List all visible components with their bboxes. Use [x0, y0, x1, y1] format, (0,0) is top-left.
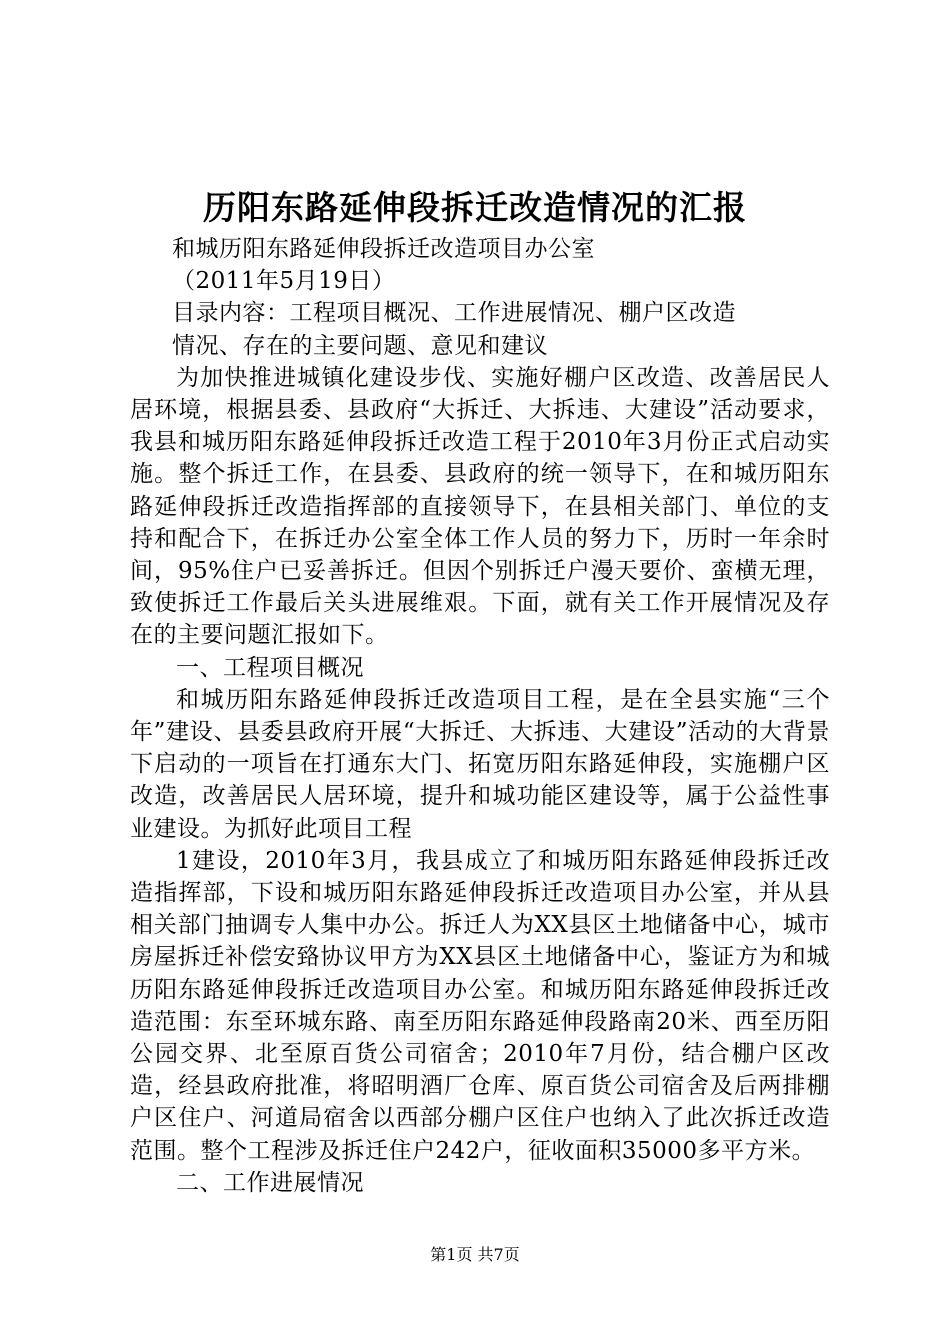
intro-paragraph: 为加快推进城镇化建设步伐、实施好棚户区改造、改善居民人居环境，根据县委、县政府“大拆迁、大拆违、大建设”活动要求，我县和城历阳东路延伸段拆迁改造工程于2010年3月份正式启动实施。整个拆迁工作，在县委、县政府的统一领导下，在和城历阳东路延伸段拆迁改造指挥部的直接领导下，在县相关部门、单位的支持和配合下，在拆迁办公室全体工作人员的努力下，历时一年余时间，95%住户已妥善拆迁。但因个别拆迁户漫天要价、蛮横无理，致使拆迁工作最后关头进展维艰。下面，就有关工作开展情况及存在的主要问题汇报如下。 [130, 364, 830, 649]
project-overview-paragraph: 和城历阳东路延伸段拆迁改造项目工程，是在全县实施“三个年”建设、县委县政府开展“大拆迁、大拆违、大建设”活动的大背景下启动的一项旨在打通东大门、拓宽历阳东路延伸段，实施棚户区改造，改善居民人居环境，提升和城功能区建设等，属于公益性事业建设。为抓好此项目工程 [130, 686, 830, 842]
document-title: 历阳东路延伸段拆迁改造情况的汇报 [203, 188, 747, 227]
section-heading-2: 二、工作进展情况 [176, 1169, 364, 1196]
contents-line-2: 情况、存在的主要问题、意见和建议 [172, 332, 548, 359]
section-heading-1: 一、工程项目概况 [176, 654, 364, 681]
construction-paragraph: 1建设，2010年3月，我县成立了和城历阳东路延伸段拆迁改造指挥部，下设和城历阳东路延伸段拆迁改造项目办公室，并从县相关部门抽调专人集中办公。拆迁人为XX县区土地储备中心，城市房屋拆迁补偿安臵协议甲方为XX县区土地储备中心，鉴证方为和城历阳东路延伸段拆迁改造项目办公室。和城历阳东路延伸段拆迁改造范围：东至环城东路、南至历阳东路延伸段路南20米、西至历阳公园交界、北至原百货公司宿舍；2010年7月份，结合棚户区改造，经县政府批准，将昭明酒厂仓库、原百货公司宿舍及后两排棚户区住户、河道局宿舍以西部分棚户区住户也纳入了此次拆迁改造范围。整个工程涉及拆迁住户242户，征收面积35000多平方米。 [130, 847, 830, 1164]
document-body [130, 233, 830, 1199]
date-line: （2011年5月19日） [172, 268, 396, 295]
contents-line-1: 目录内容：工程项目概况、工作进展情况、棚户区改造 [172, 300, 736, 327]
issuer-line: 和城历阳东路延伸段拆迁改造项目办公室 [172, 236, 595, 262]
page-footer: 第1页 共7页 [430, 1245, 520, 1264]
